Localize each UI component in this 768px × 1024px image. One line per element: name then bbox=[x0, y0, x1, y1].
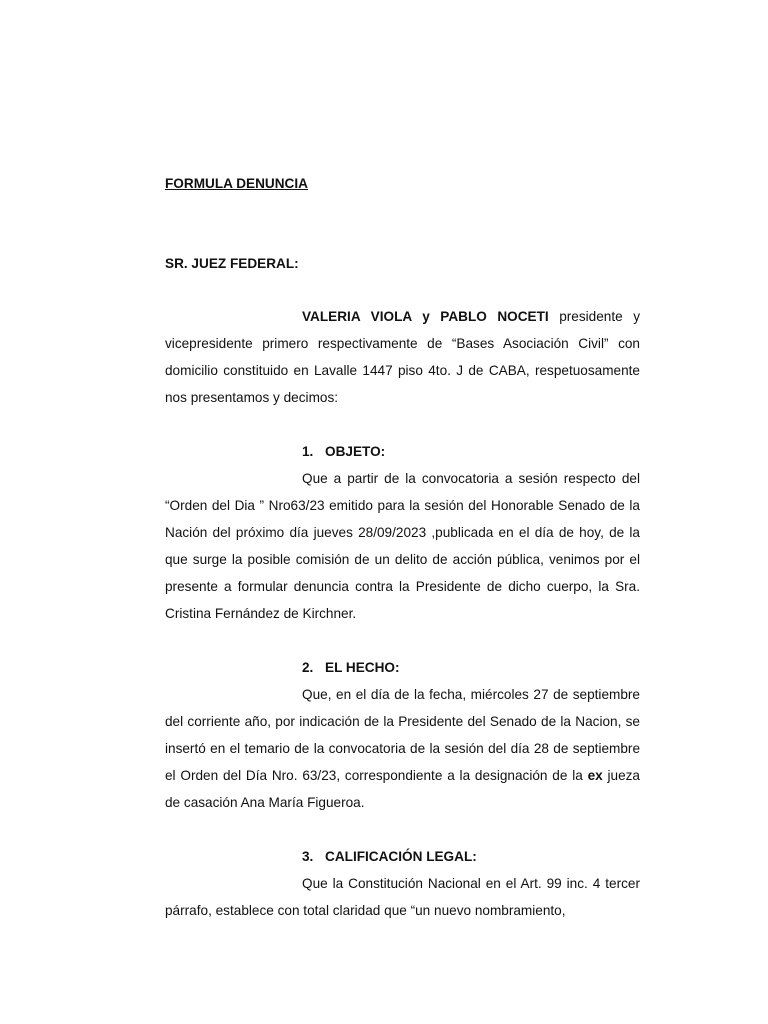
section-title: OBJETO: bbox=[325, 444, 386, 459]
section-number: 3. bbox=[302, 849, 314, 864]
document-title: FORMULA DENUNCIA bbox=[165, 176, 308, 191]
hecho-bold-word: ex bbox=[587, 768, 603, 783]
section-number: 1. bbox=[302, 444, 314, 459]
section-text-objeto: Que a partir de la convocatoria a sesión respecto del “Orden del Dia ” Nro63/23 emitido para la sesión del Honorable Senado de la Nación del próximo día jueves 28/09/2023 ,publicada en el día de hoy, de la que surge la posible comisión de un delito de acción pública, venimos por el presente a formular denuncia contra la Presidente de dicho cuerpo, la Sra. Cristina Fernández de Kirchner. bbox=[165, 471, 640, 621]
hecho-text-before: Que, en el día de la fecha, miércoles 27 de septiembre del corriente año, por indicación de la Presidente del Senado de la Nacion, se insertó en el temario de la convocatoria de la sesión del día 28 de septiembre el Orden del Día Nro. 63/23, correspondiente a la designación de la bbox=[165, 687, 640, 783]
section-text-calificacion: Que la Constitución Nacional en el Art. 99 inc. 4 tercer párrafo, establece con total claridad que “un nuevo nombramiento, bbox=[165, 876, 640, 918]
intro-paragraph bbox=[165, 303, 640, 411]
addressee: SR. JUEZ FEDERAL: bbox=[165, 256, 299, 271]
intro-text: presidente y vicepresidente primero respectivamente de “Bases Asociación Civil” con domicilio constituido en Lavalle 1447 piso 4to. J de CABA, respetuosamente nos presentamos y decimos: bbox=[165, 309, 640, 405]
section-title: CALIFICACIÓN LEGAL: bbox=[325, 849, 477, 864]
section-text-hecho bbox=[165, 681, 640, 816]
section-number: 2. bbox=[302, 660, 314, 675]
hecho-text-after: jueza de casación Ana María Figueroa. bbox=[165, 768, 640, 810]
section-heading-objeto bbox=[165, 438, 640, 465]
petitioner-names: VALERIA VIOLA y PABLO NOCETI bbox=[302, 309, 549, 324]
section-heading-calificacion bbox=[165, 843, 640, 870]
section-heading-hecho bbox=[165, 654, 640, 681]
document-body bbox=[165, 170, 640, 924]
section-title: EL HECHO: bbox=[325, 660, 400, 675]
